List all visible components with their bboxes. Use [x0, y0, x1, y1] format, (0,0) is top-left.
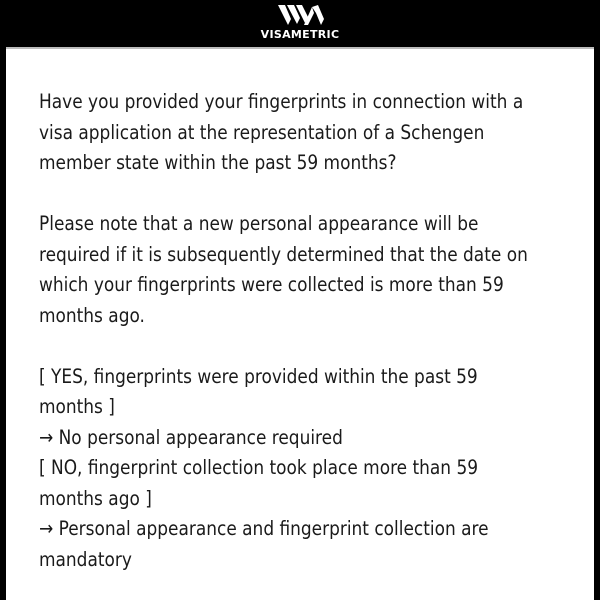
no-option-line: [ NO, fingerprint collection took place more than 59 [39, 456, 479, 479]
no-option-line: months ago ] [39, 486, 152, 510]
paragraph-gap [39, 331, 561, 362]
note-line: months ago. [39, 303, 145, 327]
no-result-line: → Personal appearance and fingerprint collection are [39, 517, 489, 540]
visametric-logo-icon [278, 5, 326, 27]
question-line: member state within the past 59 months? [39, 151, 397, 174]
question-line: Have you provided your fingerprints in connection with a [39, 90, 524, 113]
top-bar [0, 0, 600, 46]
paragraph-gap [39, 179, 561, 210]
dialog-message [39, 87, 561, 575]
question-line: visa application at the representation of a Schengen [39, 120, 485, 144]
note-line: required if it is subsequently determined that the date on [39, 242, 528, 266]
yes-option-line: [ YES, fingerprints were provided within the past 59 [39, 364, 478, 388]
brand-name: VISAMETRIC [260, 28, 340, 41]
fingerprint-question-dialog [6, 47, 594, 600]
note-line: which your fingerprints were collected is more than 59 [39, 273, 504, 296]
note-line: Please note that a new personal appearance will be [39, 212, 479, 235]
yes-option-line: months ] [39, 395, 115, 418]
yes-result: → No personal appearance required [39, 425, 343, 449]
no-result-line: mandatory [39, 547, 132, 571]
